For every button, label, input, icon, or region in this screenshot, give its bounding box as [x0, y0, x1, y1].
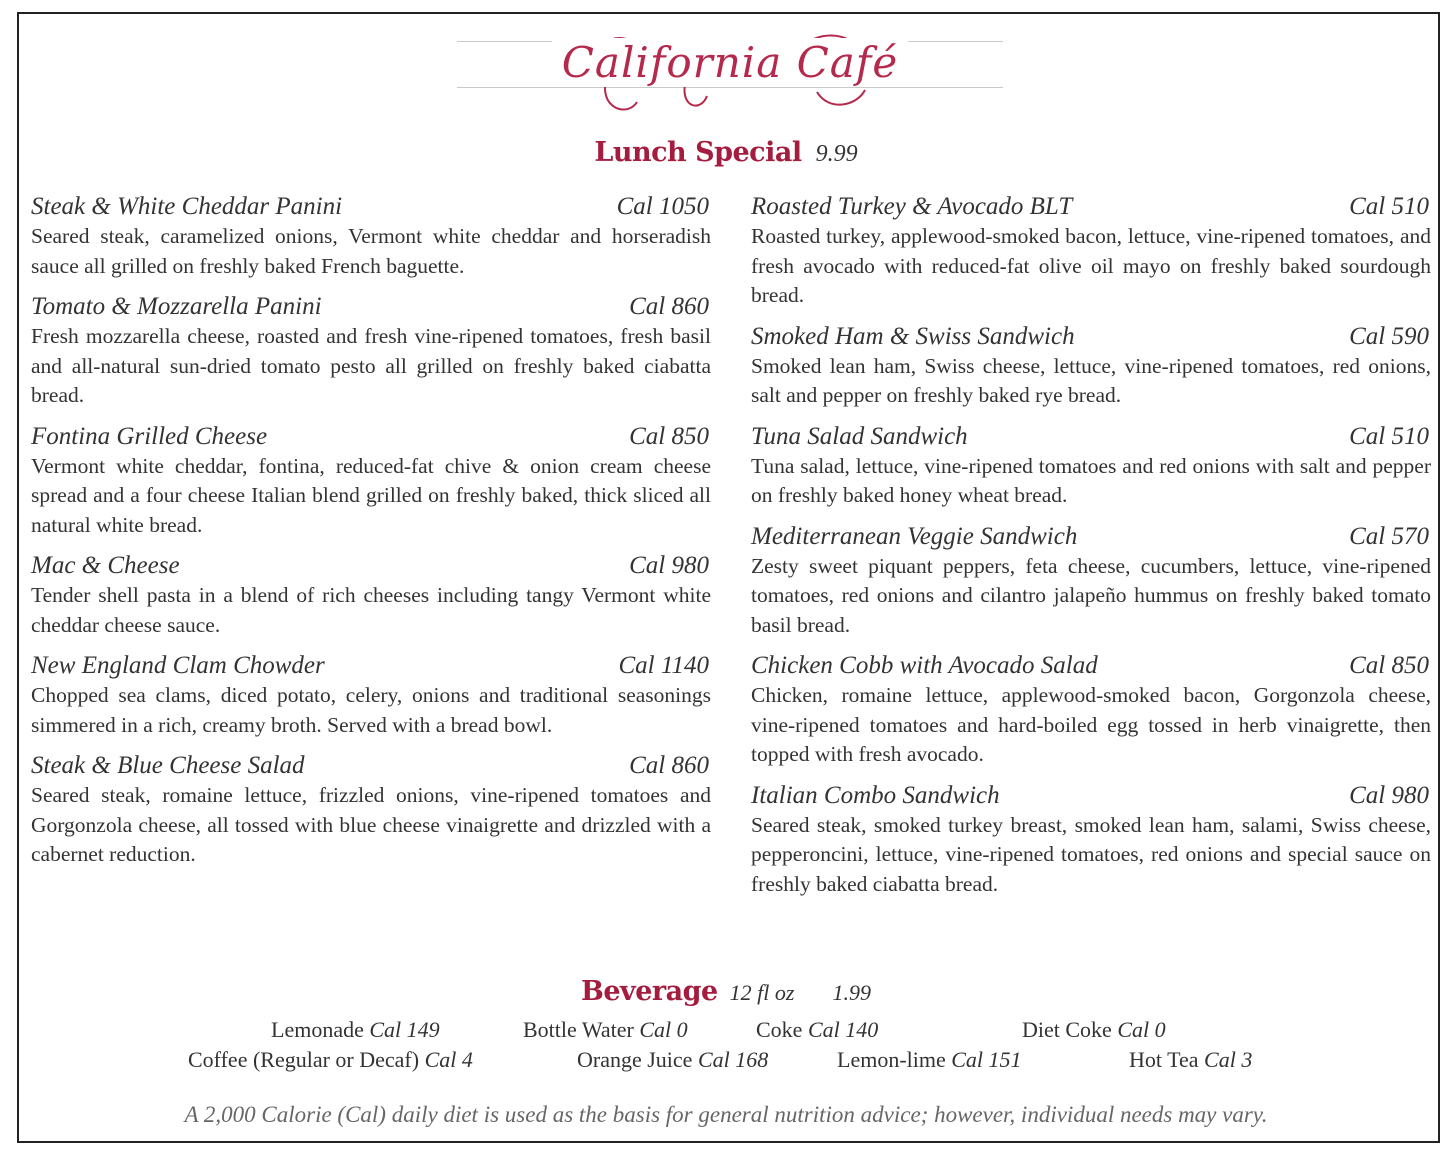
menu-item [751, 781, 1431, 900]
menu-item [31, 422, 711, 541]
beverage-calories: Cal 168 [697, 1047, 769, 1072]
menu-item-description: Seared steak, romaine lettuce, frizzled onions, vine-ripened tomatoes and Gorgonzola cheese, all tossed with blue cheese vinaigrette and drizzled with a cabernet reduction. [31, 783, 711, 866]
beverage-calories: Cal 0 [639, 1017, 688, 1042]
menu-item-name: Tomato & Mozzarella Panini [31, 293, 322, 320]
menu-item-name: Tuna Salad Sandwich [751, 422, 968, 450]
menu-item-name: Italian Combo Sandwich [751, 781, 1000, 809]
menu-item-description: Chopped sea clams, diced potato, celery, onions and traditional seasonings simmered in a rich, creamy broth. Served with a bread bowl. [31, 683, 711, 737]
beverage-item [756, 1017, 878, 1043]
menu-item-description: Zesty sweet piquant peppers, feta cheese, cucumbers, lettuce, vine-ripened tomatoes, red onions and cilantro jalapeño hummus on freshly baked tomato basil bread. [751, 553, 1431, 637]
menu-item [751, 522, 1431, 641]
beverage-item [271, 1017, 440, 1043]
menu-item [751, 422, 1431, 511]
lunch-special-header [0, 137, 1452, 168]
beverage-item [188, 1047, 473, 1073]
menu-item-header [751, 522, 1431, 552]
beverage-name: Lemon-lime [837, 1047, 952, 1072]
beverage-name: Lemonade [271, 1017, 370, 1042]
lunch-special-price: 9.99 [815, 141, 858, 167]
beverage-name: Orange Juice [577, 1047, 698, 1072]
menu-item [31, 751, 711, 870]
menu-item-name: Mac & Cheese [31, 552, 180, 579]
beverage-item [1022, 1017, 1166, 1043]
menu-item [31, 292, 711, 411]
menu-column-right [751, 192, 1431, 910]
menu-item-calories: Cal 860 [629, 293, 709, 320]
beverage-name: Bottle Water [523, 1017, 640, 1042]
beverage-name: Hot Tea [1129, 1047, 1205, 1072]
menu-item-name: Chicken Cobb with Avocado Salad [751, 652, 1098, 679]
menu-item-header [751, 322, 1431, 352]
beverage-item [577, 1047, 768, 1073]
beverage-header [0, 976, 1452, 1007]
nutrition-footnote: A 2,000 Calorie (Cal) daily diet is used as the basis for general nutrition advice; however, individual needs may vary. [184, 1102, 1268, 1127]
menu-item-header [31, 551, 711, 581]
menu-item-description: Chicken, romaine lettuce, applewood-smoked bacon, Gorgonzola cheese, vine-ripened tomatoes and hard-boiled egg tossed in herb vinaigrette, then topped with fresh avocado. [751, 683, 1431, 766]
brand-logo [457, 26, 1003, 118]
menu-item [751, 322, 1431, 411]
menu-item-name: Mediterranean Veggie Sandwich [751, 522, 1078, 550]
menu-item-name: Smoked Ham & Swiss Sandwich [751, 322, 1075, 350]
menu-item-name: Roasted Turkey & Avocado BLT [751, 193, 1073, 220]
beverage-title: Beverage [581, 976, 718, 1007]
beverage-calories: Cal 151 [951, 1047, 1022, 1072]
menu-item-header [31, 292, 711, 322]
beverage-calories: Cal 140 [807, 1017, 879, 1042]
beverage-name: Diet Coke [1022, 1017, 1118, 1042]
menu-item-calories: Cal 1050 [616, 193, 709, 220]
menu-item-description: Roasted turkey, applewood-smoked bacon, lettuce, vine-ripened tomatoes, and fresh avocado with reduced-fat olive oil mayo on freshly baked sourdough bread. [751, 224, 1431, 307]
menu-item-calories: Cal 590 [1349, 322, 1429, 350]
beverage-item [1129, 1047, 1252, 1073]
menu-item-name: New England Clam Chowder [31, 652, 325, 679]
beverage-calories: Cal 4 [424, 1047, 473, 1072]
beverage-size: 12 fl oz [729, 980, 795, 1005]
menu-item [751, 192, 1431, 311]
brand-name: California Café [552, 38, 908, 87]
lunch-special-title: Lunch Special [594, 137, 802, 168]
menu-item-calories: Cal 850 [629, 422, 709, 450]
menu-item-description: Seared steak, caramelized onions, Vermont white cheddar and horseradish sauce all grilled on freshly baked French baguette. [31, 224, 711, 278]
menu-item-calories: Cal 980 [1349, 781, 1429, 809]
menu-column-left [31, 192, 711, 881]
menu-item [31, 551, 711, 640]
menu-item [31, 651, 711, 740]
menu-item-calories: Cal 860 [629, 752, 709, 779]
beverage-calories: Cal 0 [1117, 1017, 1166, 1042]
menu-item-description: Tender shell pasta in a blend of rich cheeses including tangy Vermont white cheddar cheese sauce. [31, 583, 711, 637]
beverage-item [837, 1047, 1022, 1073]
menu-item-header [31, 651, 711, 681]
menu-item [751, 651, 1431, 770]
beverage-price: 1.99 [832, 980, 871, 1005]
beverage-calories: Cal 149 [369, 1017, 440, 1042]
menu-item-calories: Cal 510 [1349, 193, 1429, 220]
menu-item-calories: Cal 850 [1349, 652, 1429, 679]
menu-item-header [751, 651, 1431, 681]
menu-item-calories: Cal 570 [1349, 522, 1429, 550]
beverage-name: Coke [756, 1017, 808, 1042]
menu-item-description: Fresh mozzarella cheese, roasted and fresh vine-ripened tomatoes, fresh basil and all-natural sun-dried tomato pesto all grilled on freshly baked ciabatta bread. [31, 324, 711, 407]
menu-item-name: Fontina Grilled Cheese [31, 422, 268, 450]
beverage-item [523, 1017, 688, 1043]
menu-item-header [751, 192, 1431, 222]
menu-item-description: Seared steak, smoked turkey breast, smoked lean ham, salami, Swiss cheese, pepperoncini, lettuce, vine-ripened tomatoes, red onions and special sauce on freshly baked ciabatta bread. [751, 812, 1431, 896]
menu-item-description: Smoked lean ham, Swiss cheese, lettuce, vine-ripened tomatoes, red onions, salt and pepper on freshly baked rye bread. [751, 353, 1431, 407]
menu-item-header [751, 781, 1431, 811]
menu-item-calories: Cal 980 [629, 552, 709, 579]
menu-item-description: Vermont white cheddar, fontina, reduced-fat chive & onion cream cheese spread and a four cheese Italian blend grilled on freshly baked, thick sliced all natural white bread. [31, 453, 711, 537]
menu-item-header [31, 751, 711, 781]
menu-item-header [31, 422, 711, 452]
beverage-name: Coffee (Regular or Decaf) [188, 1047, 425, 1072]
menu-item-calories: Cal 510 [1349, 422, 1429, 450]
menu-item-header [751, 422, 1431, 452]
menu-item-calories: Cal 1140 [618, 652, 709, 679]
menu-item-description: Tuna salad, lettuce, vine-ripened tomatoes and red onions with salt and pepper on freshly baked honey wheat bread. [751, 453, 1431, 507]
menu-item-header [31, 192, 711, 222]
beverage-calories: Cal 3 [1204, 1047, 1253, 1072]
menu-item-name: Steak & Blue Cheese Salad [31, 752, 305, 779]
menu-item-name: Steak & White Cheddar Panini [31, 193, 343, 220]
menu-item [31, 192, 711, 281]
